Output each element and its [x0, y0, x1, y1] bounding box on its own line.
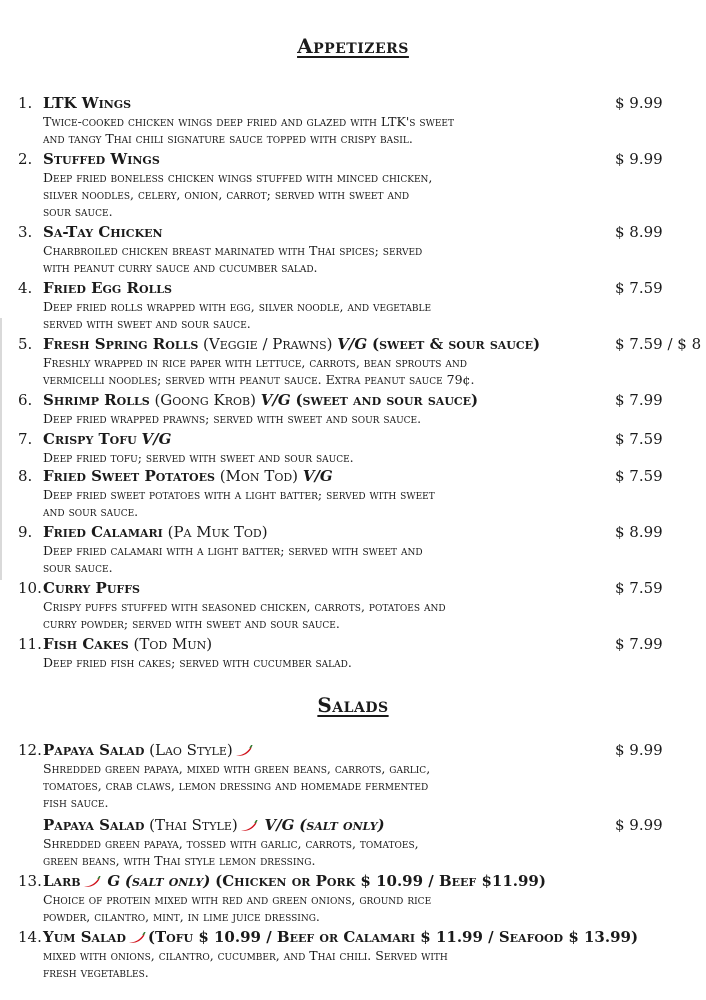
- desc-line: silver noodles, celery, onion, carrot; served with sweet and: [43, 187, 410, 202]
- item-number: 13.: [18, 872, 42, 890]
- item-title: [18, 94, 706, 113]
- item-title: [18, 741, 706, 760]
- item-title: [18, 150, 706, 169]
- item-note: (salt only): [299, 816, 385, 834]
- item-title: [18, 928, 706, 947]
- desc-line: Deep fried rolls wrapped with egg, silver noodle, and vegetable: [43, 299, 432, 314]
- item-note: (salt only): [124, 872, 211, 890]
- menu-item: [18, 279, 706, 332]
- item-title: [18, 523, 706, 542]
- item-name: Fried Egg Rolls: [43, 279, 172, 297]
- item-name: Fresh Spring Rolls: [43, 335, 199, 353]
- item-name: Fried Calamari: [43, 523, 163, 541]
- item-price: $ 9.99: [615, 816, 663, 834]
- item-subtitle: (Pa Muk Tod): [167, 523, 268, 541]
- item-note: (sweet and sour sauce): [295, 391, 479, 409]
- desc-line: Deep fried fish cakes; served with cucumber salad.: [43, 655, 352, 670]
- desc-line: fish sauce.: [43, 795, 109, 810]
- desc-line: Deep fried wrapped prawns; served with sweet and sour sauce.: [43, 411, 422, 426]
- desc-line: and tangy Thai chili signature sauce topped with crispy basil.: [43, 131, 413, 146]
- desc-line: tomatoes, crab claws, lemon dressing and homemade fermented: [43, 778, 429, 793]
- item-title: [18, 335, 706, 354]
- item-description: [43, 654, 706, 671]
- item-price: $ 7.59: [615, 467, 663, 485]
- item-name: Papaya Salad: [43, 816, 145, 834]
- item-subtitle: (Goong Krob): [154, 391, 256, 409]
- item-description: [43, 891, 706, 925]
- chili-pepper-icon: [128, 930, 146, 949]
- desc-line: and sour sauce.: [43, 504, 139, 519]
- item-description: [43, 410, 706, 427]
- menu-item: [18, 150, 706, 220]
- item-options: (Chicken or Pork $ 10.99 / Beef $11.99): [215, 872, 546, 890]
- item-description: [43, 835, 706, 869]
- salads-heading: Salads: [317, 693, 389, 717]
- appetizers-heading: Appetizers: [297, 34, 409, 58]
- desc-line: served with sweet and sour sauce.: [43, 316, 251, 331]
- item-name: Yum Salad: [43, 928, 126, 946]
- diet-badge: G: [107, 872, 121, 890]
- item-description: [43, 760, 706, 811]
- item-description: [43, 169, 706, 220]
- item-description: [43, 354, 706, 388]
- chili-pepper-icon: [83, 874, 101, 893]
- desc-line: mixed with onions, cilantro, cucumber, and Thai chili. Served with: [43, 948, 448, 963]
- item-number: 10.: [18, 579, 42, 597]
- diet-badge: V/G: [302, 467, 333, 485]
- item-price: $ 7.99: [615, 391, 663, 409]
- item-name: Fish Cakes: [43, 635, 129, 653]
- item-name: Stuffed Wings: [43, 150, 160, 168]
- desc-line: Crispy puffs stuffed with seasoned chicken, carrots, potatoes and: [43, 599, 446, 614]
- menu-item: [18, 635, 706, 671]
- desc-line: Deep fried tofu; served with sweet and sour sauce.: [43, 450, 354, 465]
- desc-line: Freshly wrapped in rice paper with lettuce, carrots, bean sprouts and: [43, 355, 468, 370]
- item-title: [18, 579, 706, 598]
- item-description: [43, 449, 706, 466]
- item-number: 11.: [18, 635, 42, 653]
- item-title: [18, 279, 706, 298]
- desc-line: fresh vegetables.: [43, 965, 149, 980]
- menu-item: [18, 816, 706, 869]
- item-title: [18, 467, 706, 486]
- desc-line: Deep fried sweet potatoes with a light batter; served with sweet: [43, 487, 435, 502]
- item-price: $ 7.59: [615, 430, 663, 448]
- item-number: 14.: [18, 928, 42, 946]
- desc-line: Twice-cooked chicken wings deep fried and glazed with LTK's sweet: [43, 114, 454, 129]
- item-name: Fried Sweet Potatoes: [43, 467, 215, 485]
- item-number: 4.: [18, 279, 33, 297]
- item-subtitle: (Thai Style): [149, 816, 238, 834]
- item-number: 12.: [18, 741, 42, 759]
- desc-line: green beans, with Thai style lemon dressing.: [43, 853, 316, 868]
- item-name: Crispy Tofu: [43, 430, 137, 448]
- item-number: 7.: [18, 430, 33, 448]
- item-title: [18, 816, 706, 835]
- item-name: LTK Wings: [43, 94, 132, 112]
- desc-line: vermicelli noodles; served with peanut sauce. Extra peanut sauce 79¢.: [43, 372, 475, 387]
- desc-line: Charbroiled chicken breast marinated with Thai spices; served: [43, 243, 423, 258]
- menu-item: [18, 928, 706, 981]
- desc-line: curry powder; served with sweet and sour sauce.: [43, 616, 340, 631]
- desc-line: Shredded green papaya, tossed with garlic, carrots, tomatoes,: [43, 836, 419, 851]
- item-price: $ 7.99: [615, 635, 663, 653]
- item-name: Sa-Tay Chicken: [43, 223, 163, 241]
- desc-line: Choice of protein mixed with red and green onions, ground rice: [43, 892, 432, 907]
- item-number: 8.: [18, 467, 33, 485]
- item-description: [43, 486, 706, 520]
- desc-line: with peanut curry sauce and cucumber salad.: [43, 260, 318, 275]
- item-title: [18, 430, 706, 449]
- desc-line: sour sauce.: [43, 560, 113, 575]
- item-subtitle: (Tod Mun): [133, 635, 213, 653]
- item-price: $ 7.59: [615, 579, 663, 597]
- menu-item: [18, 223, 706, 276]
- item-title: [18, 872, 706, 891]
- item-description: [43, 298, 706, 332]
- item-description: [43, 542, 706, 576]
- item-name: Shrimp Rolls: [43, 391, 150, 409]
- item-name: Papaya Salad: [43, 741, 145, 759]
- menu-item: [18, 94, 706, 147]
- item-number: 9.: [18, 523, 33, 541]
- desc-line: Shredded green papaya, mixed with green beans, carrots, garlic,: [43, 761, 431, 776]
- item-price: $ 9.99: [615, 150, 663, 168]
- chili-pepper-icon: [235, 743, 253, 762]
- item-price: $ 8.99: [615, 223, 663, 241]
- item-description: [43, 242, 706, 276]
- item-description: [43, 947, 706, 981]
- menu-item: [18, 579, 706, 632]
- item-title: [18, 635, 706, 654]
- page-edge-shadow: [0, 318, 2, 580]
- item-subtitle: (Mon Tod): [219, 467, 299, 485]
- item-number: 3.: [18, 223, 33, 241]
- desc-line: Deep fried boneless chicken wings stuffed with minced chicken,: [43, 170, 433, 185]
- menu-item: [18, 741, 706, 811]
- menu-item: [18, 523, 706, 576]
- item-price: $ 8.99: [615, 523, 663, 541]
- item-number: 1.: [18, 94, 33, 112]
- item-name: Larb: [43, 872, 81, 890]
- diet-badge: V/G: [337, 335, 368, 353]
- chili-pepper-icon: [240, 818, 258, 837]
- item-title: [18, 223, 706, 242]
- item-note: (sweet & sour sauce): [372, 335, 541, 353]
- diet-badge: V/G: [264, 816, 295, 834]
- menu-item: [18, 391, 706, 427]
- diet-badge: V/G: [141, 430, 172, 448]
- item-price: $ 9.99: [615, 741, 663, 759]
- diet-badge: V/G: [260, 391, 291, 409]
- item-price: $ 7.59 / $ 8: [615, 335, 702, 353]
- desc-line: Deep fried calamari with a light batter; served with sweet and: [43, 543, 423, 558]
- item-subtitle: (Veggie / Prawns): [203, 335, 333, 353]
- item-name: Curry Puffs: [43, 579, 140, 597]
- item-price: $ 9.99: [615, 94, 663, 112]
- desc-line: powder, cilantro, mint, in lime juice dressing.: [43, 909, 320, 924]
- item-number: 5.: [18, 335, 33, 353]
- item-price: $ 7.59: [615, 279, 663, 297]
- desc-line: sour sauce.: [43, 204, 113, 219]
- item-number: 2.: [18, 150, 33, 168]
- item-description: [43, 113, 706, 147]
- menu-item: [18, 467, 706, 520]
- item-title: [18, 391, 706, 410]
- item-options: (Tofu $ 10.99 / Beef or Calamari $ 11.99 / Seafood $ 13.99): [147, 928, 639, 946]
- item-subtitle: (Lao Style): [149, 741, 233, 759]
- menu-item: [18, 430, 706, 466]
- item-number: 6.: [18, 391, 33, 409]
- menu-item: [18, 872, 706, 925]
- item-description: [43, 598, 706, 632]
- menu-item: [18, 335, 706, 388]
